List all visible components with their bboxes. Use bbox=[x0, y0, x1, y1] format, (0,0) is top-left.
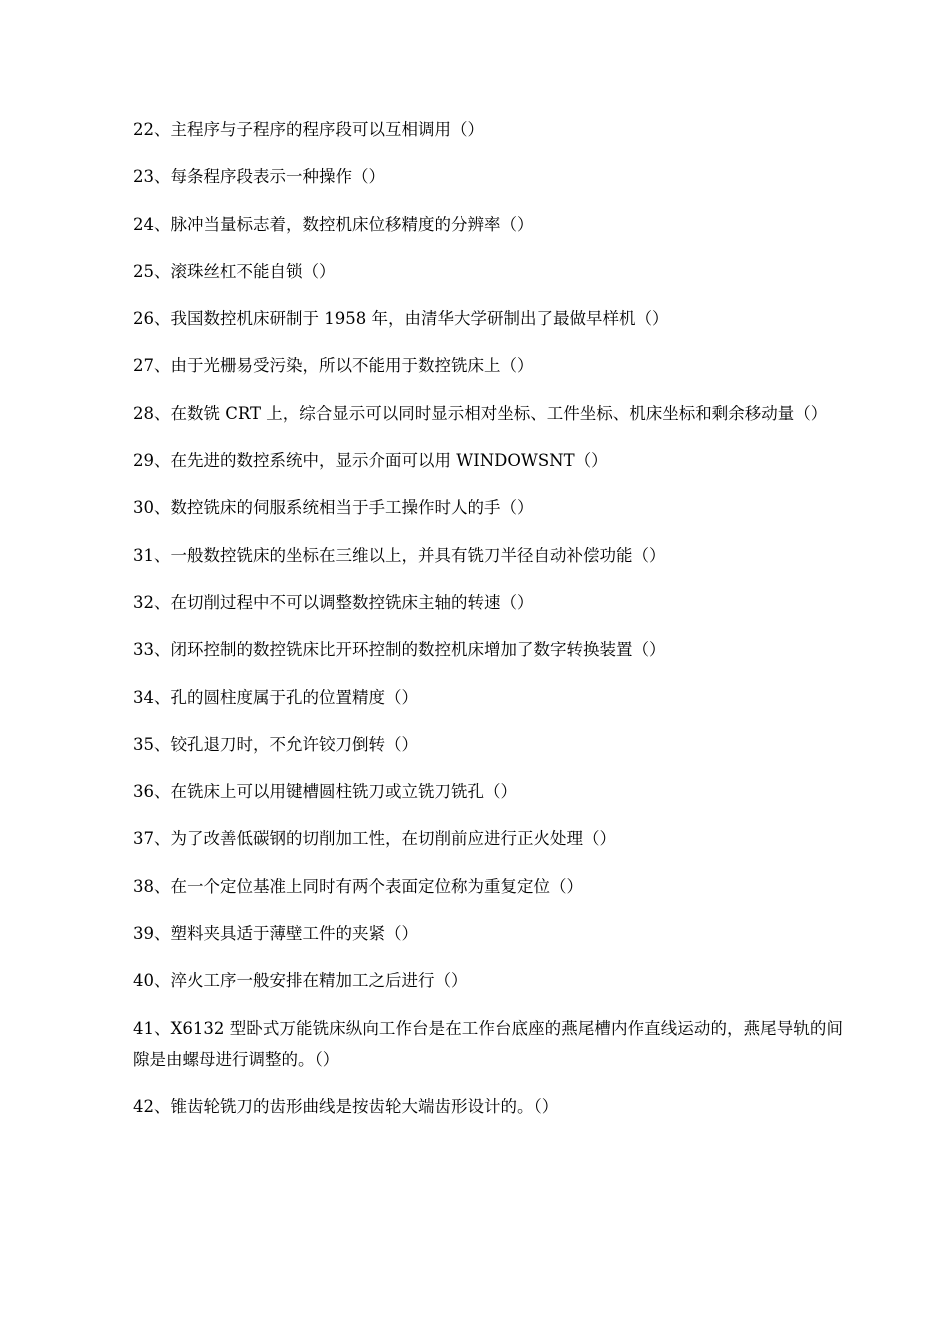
question-item-26: 26、我国数控机床研制于 1958 年，由清华大学研制出了最做早样机（） bbox=[133, 309, 669, 329]
question-item-34: 34、孔的圆柱度属于孔的位置精度（） bbox=[133, 687, 418, 707]
question-item-40: 40、淬火工序一般安排在精加工之后进行（） bbox=[133, 971, 468, 991]
question-list bbox=[133, 114, 843, 1138]
question-item-29: 29、在先进的数控系统中，显示介面可以用 WINDOWSNT（） bbox=[133, 451, 608, 471]
question-item-32: 32、在切削过程中不可以调整数控铣床主轴的转速（） bbox=[133, 592, 534, 612]
question-item-36: 36、在铣床上可以用键槽圆柱铣刀或立铣刀铣孔（） bbox=[133, 782, 517, 802]
question-item-27: 27、由于光栅易受污染，所以不能用于数控铣床上（） bbox=[133, 356, 534, 376]
question-item-24: 24、脉冲当量标志着，数控机床位移精度的分辨率（） bbox=[133, 214, 534, 234]
question-item-25: 25、滚珠丝杠不能自锁（） bbox=[133, 261, 336, 281]
question-item-35: 35、铰孔退刀时，不允许铰刀倒转（） bbox=[133, 734, 418, 754]
question-item-41: 41、X6132 型卧式万能铣床纵向工作台是在工作台底座的燕尾槽内作直线运动的，燕尾导轨的间隙是由螺母进行调整的。（） bbox=[133, 1018, 843, 1069]
question-item-39: 39、塑料夹具适于薄壁工件的夹紧（） bbox=[133, 924, 418, 944]
question-item-30: 30、数控铣床的伺服系统相当于手工操作时人的手（） bbox=[133, 498, 534, 518]
question-item-31: 31、一般数控铣床的坐标在三维以上，并具有铣刀半径自动补偿功能（） bbox=[133, 545, 666, 565]
question-item-28: 28、在数铣 CRT 上，综合显示可以同时显示相对坐标、工件坐标、机床坐标和剩余移动量（） bbox=[133, 403, 828, 423]
question-item-38: 38、在一个定位基准上同时有两个表面定位称为重复定位（） bbox=[133, 876, 583, 896]
question-item-23: 23、每条程序段表示一种操作（） bbox=[133, 167, 385, 187]
question-item-37: 37、为了改善低碳钢的切削加工性，在切削前应进行正火处理（） bbox=[133, 829, 616, 849]
question-item-22: 22、主程序与子程序的程序段可以互相调用（） bbox=[133, 120, 484, 139]
question-item-42: 42、锥齿轮铣刀的齿形曲线是按齿轮大端齿形设计的。（） bbox=[133, 1096, 559, 1116]
question-item-33: 33、闭环控制的数控铣床比开环控制的数控机床增加了数字转换装置（） bbox=[133, 640, 666, 660]
